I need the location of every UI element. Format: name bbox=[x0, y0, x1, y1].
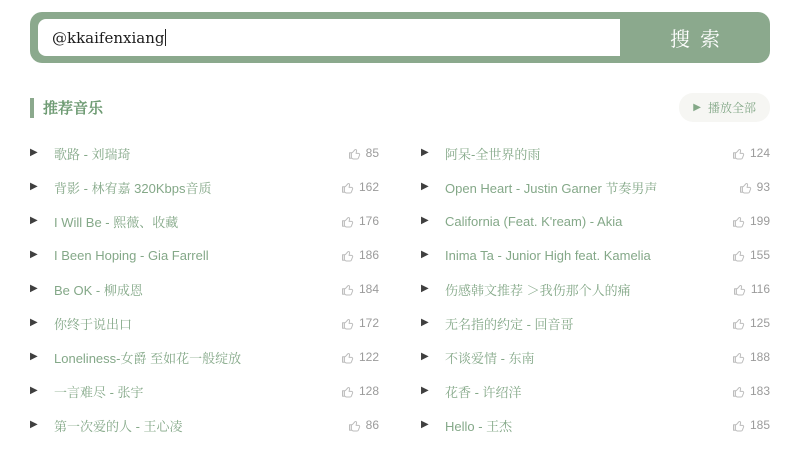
like-count: 185 bbox=[749, 418, 770, 432]
search-input-value: @kkaifenxiang bbox=[52, 28, 165, 47]
song-title: California (Feat. K'ream) - Akia bbox=[445, 213, 623, 229]
song-title: I Will Be - 熙薇、收藏 bbox=[54, 214, 179, 230]
play-icon[interactable]: ▶ bbox=[30, 317, 38, 328]
play-all-button[interactable] bbox=[679, 93, 770, 122]
thumbs-up-icon bbox=[341, 385, 355, 398]
section-header bbox=[30, 93, 770, 122]
play-icon[interactable]: ▶ bbox=[30, 283, 38, 294]
thumbs-up-icon bbox=[341, 317, 355, 330]
song-row[interactable] bbox=[421, 238, 770, 272]
like-count: 122 bbox=[358, 350, 379, 364]
song-title: 伤感韩文推荐 ＞我伤那个人的痛 bbox=[445, 282, 631, 298]
song-row[interactable] bbox=[30, 272, 379, 306]
like-button[interactable] bbox=[732, 350, 770, 364]
like-count: 86 bbox=[365, 418, 379, 432]
search-button[interactable]: 搜索 bbox=[670, 27, 730, 51]
thumbs-up-icon bbox=[341, 351, 355, 364]
like-count: 128 bbox=[358, 384, 379, 398]
play-icon[interactable]: ▶ bbox=[30, 385, 38, 396]
thumbs-up-icon bbox=[739, 181, 753, 194]
thumbs-up-icon bbox=[732, 351, 746, 364]
like-button[interactable] bbox=[733, 282, 770, 296]
text-caret bbox=[165, 29, 166, 46]
like-count: 85 bbox=[365, 146, 379, 160]
song-row[interactable] bbox=[421, 272, 770, 306]
song-row[interactable] bbox=[421, 136, 770, 170]
song-title: Hello - 王杰 bbox=[445, 418, 513, 434]
play-icon[interactable]: ▶ bbox=[421, 147, 429, 158]
play-icon[interactable]: ▶ bbox=[30, 147, 38, 158]
section-title-label: 推荐音乐 bbox=[43, 99, 104, 117]
thumbs-up-icon bbox=[732, 317, 746, 330]
like-count: 183 bbox=[749, 384, 770, 398]
song-row[interactable] bbox=[30, 408, 379, 442]
song-row[interactable] bbox=[30, 374, 379, 408]
like-button[interactable] bbox=[341, 180, 379, 194]
song-title: 歌路 - 刘瑞琦 bbox=[54, 146, 131, 162]
like-button[interactable] bbox=[341, 384, 379, 398]
play-icon[interactable]: ▶ bbox=[30, 419, 38, 430]
like-count: 162 bbox=[358, 180, 379, 194]
thumbs-up-icon bbox=[732, 419, 746, 432]
play-icon[interactable]: ▶ bbox=[421, 385, 429, 396]
like-button[interactable] bbox=[739, 180, 770, 194]
play-icon[interactable]: ▶ bbox=[421, 351, 429, 362]
like-count: 172 bbox=[358, 316, 379, 330]
song-title: 花香 - 许绍洋 bbox=[445, 384, 522, 400]
song-row[interactable] bbox=[30, 204, 379, 238]
play-icon[interactable]: ▶ bbox=[30, 351, 38, 362]
song-column-left bbox=[30, 136, 379, 442]
song-title: Open Heart - Justin Garner 节奏男声 bbox=[445, 180, 658, 196]
like-button[interactable] bbox=[732, 316, 770, 330]
like-button[interactable] bbox=[732, 384, 770, 398]
like-button[interactable] bbox=[341, 214, 379, 228]
thumbs-up-icon bbox=[341, 181, 355, 194]
like-button[interactable] bbox=[341, 316, 379, 330]
song-title: 你终于说出口 bbox=[54, 316, 133, 332]
like-button[interactable] bbox=[732, 214, 770, 228]
song-row[interactable] bbox=[30, 306, 379, 340]
like-button[interactable] bbox=[348, 146, 379, 160]
like-count: 93 bbox=[756, 180, 770, 194]
like-count: 124 bbox=[749, 146, 770, 160]
like-count: 116 bbox=[750, 282, 770, 296]
song-row[interactable] bbox=[421, 204, 770, 238]
play-icon[interactable]: ▶ bbox=[421, 181, 429, 192]
thumbs-up-icon bbox=[732, 385, 746, 398]
play-icon[interactable]: ▶ bbox=[30, 215, 38, 226]
song-title: 无名指的约定 - 回音哥 bbox=[445, 316, 574, 332]
song-row[interactable] bbox=[421, 340, 770, 374]
song-row[interactable] bbox=[30, 136, 379, 170]
thumbs-up-icon bbox=[341, 249, 355, 262]
song-title: Loneliness-女爵 至如花一般绽放 bbox=[54, 350, 242, 366]
song-row[interactable] bbox=[30, 340, 379, 374]
like-count: 155 bbox=[749, 248, 770, 262]
search-input[interactable] bbox=[38, 19, 620, 56]
play-all-icon: ▶ bbox=[693, 101, 701, 113]
like-count: 199 bbox=[749, 214, 770, 228]
like-button[interactable] bbox=[341, 350, 379, 364]
thumbs-up-icon bbox=[732, 249, 746, 262]
play-all-label: 播放全部 bbox=[707, 101, 756, 115]
song-row[interactable] bbox=[421, 170, 770, 204]
song-title: 背影 - 林宥嘉 320Kbps音质 bbox=[54, 180, 212, 196]
song-title: I Been Hoping - Gia Farrell bbox=[54, 247, 209, 263]
song-row[interactable] bbox=[30, 238, 379, 272]
song-row[interactable] bbox=[30, 170, 379, 204]
like-button[interactable] bbox=[732, 418, 770, 432]
song-title: 第一次爱的人 - 王心凌 bbox=[54, 418, 183, 434]
like-button[interactable] bbox=[341, 282, 379, 296]
thumbs-up-icon bbox=[348, 419, 362, 432]
play-icon[interactable]: ▶ bbox=[421, 283, 429, 294]
like-count: 188 bbox=[749, 350, 770, 364]
title-accent-bar bbox=[30, 98, 34, 118]
song-row[interactable] bbox=[421, 306, 770, 340]
song-row[interactable] bbox=[421, 374, 770, 408]
song-title: Inima Ta - Junior High feat. Kamelia bbox=[445, 247, 651, 263]
like-button[interactable] bbox=[732, 248, 770, 262]
song-row[interactable] bbox=[421, 408, 770, 442]
search-bar bbox=[30, 12, 770, 63]
play-icon[interactable]: ▶ bbox=[421, 215, 429, 226]
song-column-right bbox=[421, 136, 770, 442]
song-list bbox=[30, 136, 770, 442]
thumbs-up-icon bbox=[348, 147, 362, 160]
thumbs-up-icon bbox=[732, 147, 746, 160]
like-count: 176 bbox=[358, 214, 379, 228]
like-count: 184 bbox=[358, 282, 379, 296]
thumbs-up-icon bbox=[733, 283, 747, 296]
thumbs-up-icon bbox=[341, 215, 355, 228]
like-button[interactable] bbox=[341, 248, 379, 262]
song-title: Be OK - 柳成恩 bbox=[54, 282, 143, 298]
play-icon[interactable]: ▶ bbox=[30, 249, 38, 260]
song-title: 不谈爱情 - 东南 bbox=[445, 350, 535, 366]
section-title bbox=[30, 97, 103, 118]
like-count: 186 bbox=[358, 248, 379, 262]
thumbs-up-icon bbox=[732, 215, 746, 228]
like-button[interactable] bbox=[348, 418, 379, 432]
play-icon[interactable]: ▶ bbox=[421, 419, 429, 430]
thumbs-up-icon bbox=[341, 283, 355, 296]
play-icon[interactable]: ▶ bbox=[421, 317, 429, 328]
play-icon[interactable]: ▶ bbox=[421, 249, 429, 260]
play-icon[interactable]: ▶ bbox=[30, 181, 38, 192]
like-count: 125 bbox=[749, 316, 770, 330]
like-button[interactable] bbox=[732, 146, 770, 160]
song-title: 一言难尽 - 张宇 bbox=[54, 384, 144, 400]
song-title: 阿呆-全世界的雨 bbox=[445, 146, 541, 162]
